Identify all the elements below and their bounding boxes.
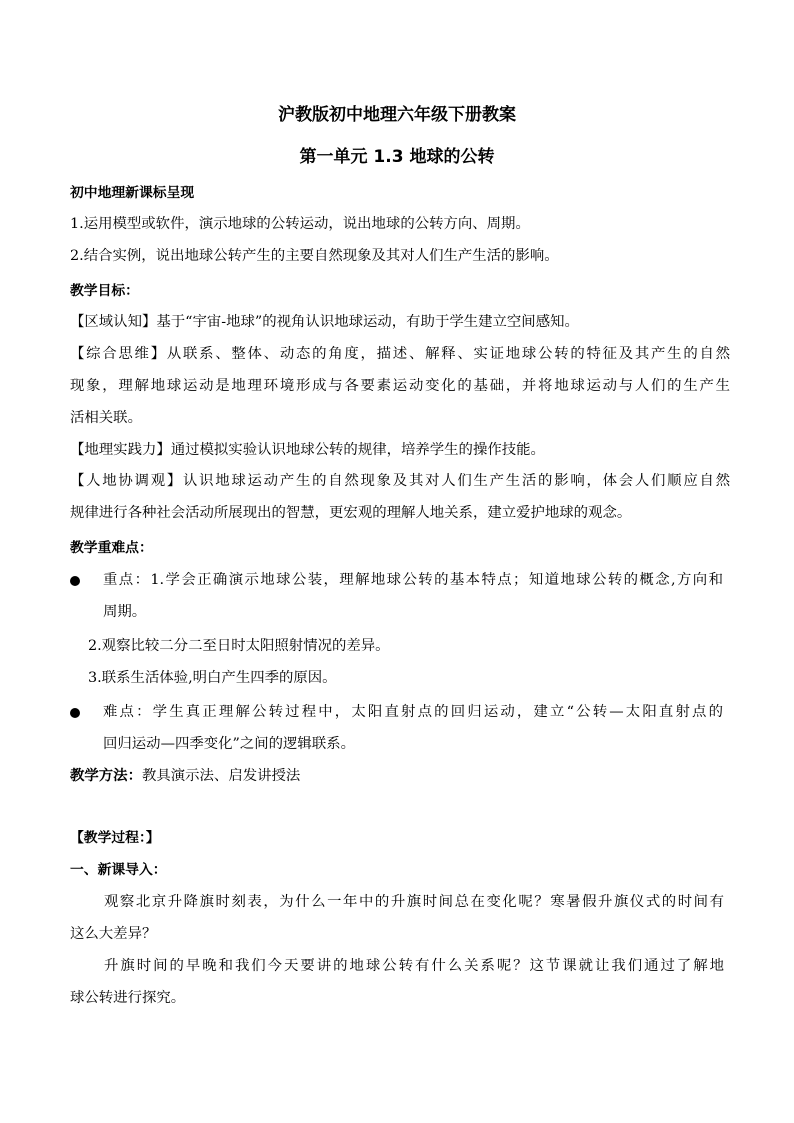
bullet-key-icon — [70, 576, 80, 586]
objective-thinking-line-1: 【综合思维】从联系、整体、动态的角度，描述、解释、实证地球公转的特征及其产生的自然 — [70, 346, 730, 362]
difficulty-line-2: 回归运动—四季变化”之间的逻辑联系。 — [103, 736, 355, 752]
objectives-heading: 教学目标： — [70, 283, 139, 299]
objective-thinking-line-2: 现象，理解地球运动是地理环境形成与各要素运动变化的基础，并将地球运动与人们的生产生 — [70, 378, 730, 394]
objective-practice: 【地理实践力】通过模拟实验认识地球公转的规律，培养学生的操作技能。 — [70, 442, 545, 458]
standards-heading: 初中地理新课标呈现 — [70, 185, 195, 201]
methods-heading: 教学方法： — [70, 768, 142, 784]
bullet-difficulty-icon — [70, 708, 80, 718]
difficulty-line-1: 难点：学生真正理解公转过程中，太阳直射点的回归运动，建立“公转—太阳直射点的 — [103, 704, 723, 720]
process-para1-line-1: 观察北京升降旗时刻表，为什么一年中的升旗时间总在变化呢？寒暑假升旗仪式的时间有 — [104, 894, 724, 910]
keypoints-heading: 教学重难点： — [70, 540, 153, 556]
methods-text: 教具演示法、启发讲授法 — [141, 768, 301, 784]
key-point-line-1: 重点：1.学会正确演示地球公装，理解地球公转的基本特点；知道地球公转的概念,方向和 — [103, 572, 723, 588]
process-section-intro: 一、新课导入： — [70, 862, 167, 878]
process-para1-line-2: 这么大差异？ — [70, 926, 157, 942]
objective-harmony-line-1: 【人地协调观】认识地球运动产生的自然现象及其对人们生产生活的影响，体会人们顺应自然 — [70, 473, 730, 489]
process-para2-line-2: 球公转进行探究。 — [70, 990, 186, 1006]
objective-thinking-line-3: 活相关联。 — [70, 410, 142, 426]
document-title: 沪教版初中地理六年级下册教案 — [278, 105, 516, 125]
key-point-line-2: 周期。 — [103, 604, 147, 620]
methods-row — [70, 766, 730, 786]
process-heading: 【教学过程：】 — [70, 830, 160, 846]
key-point-line-4: 3.联系生活体验,明白产生四季的原因。 — [88, 670, 337, 686]
standards-item-2: 2.结合实例，说出地球公转产生的主要自然现象及其对人们生产生活的影响。 — [70, 248, 559, 264]
key-point-line-3: 2.观察比较二分二至日时太阳照射情况的差异。 — [88, 638, 390, 654]
objective-harmony-line-2: 规律进行各种社会活动所展现出的智慧，更宏观的理解人地关系，建立爱护地球的观念。 — [70, 505, 632, 521]
document-subtitle: 第一单元 1.3 地球的公转 — [299, 147, 495, 167]
objective-region-awareness: 【区域认知】基于“宇宙-地球”的视角认识地球运动，有助于学生建立空间感知。 — [70, 314, 579, 330]
process-para2-line-1: 升旗时间的早晚和我们今天要讲的地球公转有什么关系呢？这节课就让我们通过了解地 — [104, 958, 724, 974]
standards-item-1: 1.运用模型或软件，演示地球的公转运动，说出地球的公转方向、周期。 — [70, 216, 530, 232]
